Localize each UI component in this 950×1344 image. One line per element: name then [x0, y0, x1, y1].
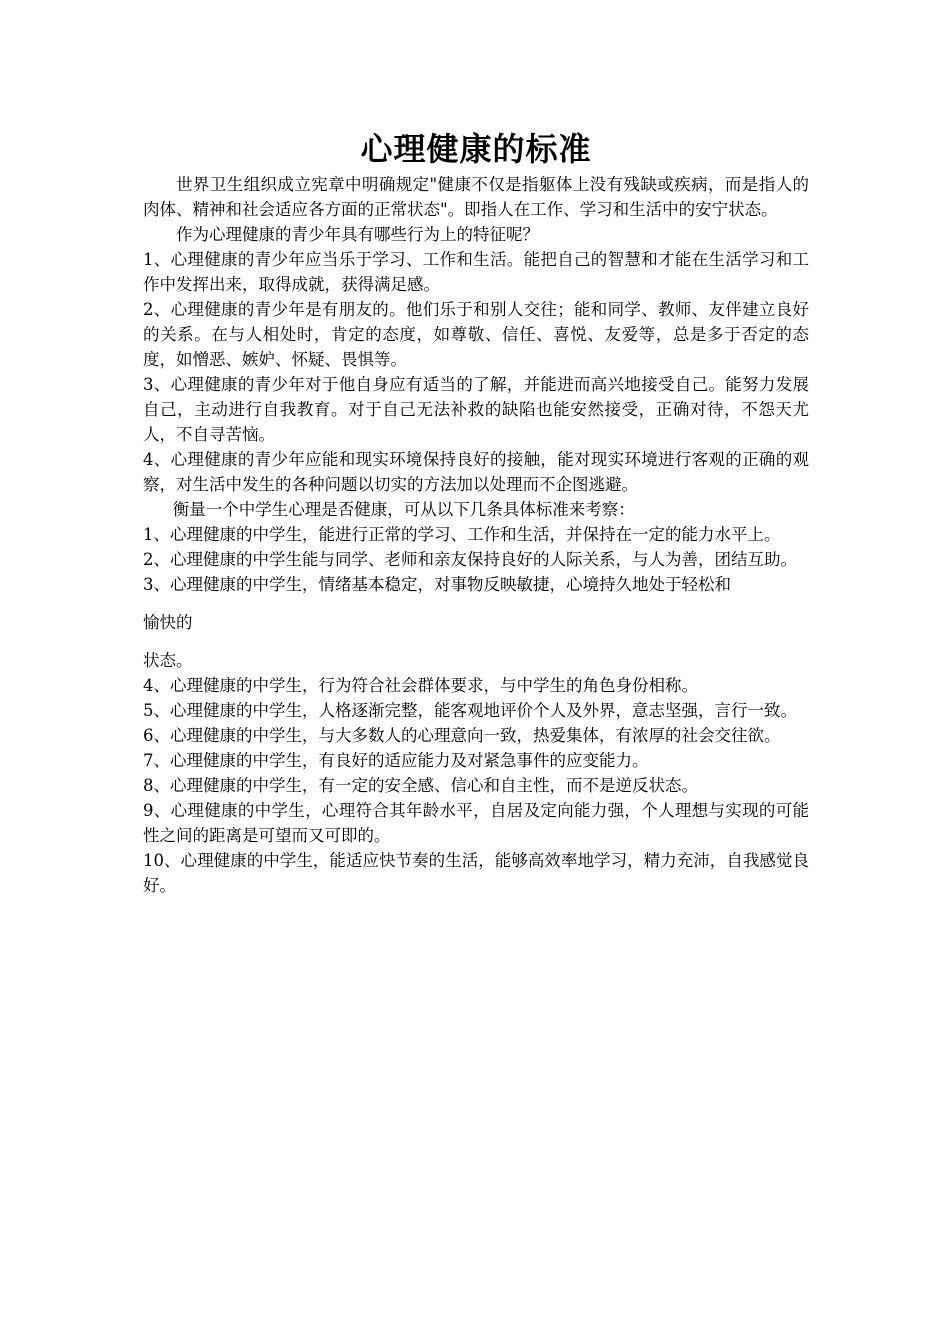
- criteria-item-2: 2、心理健康的中学生能与同学、老师和亲友保持良好的人际关系，与人为善，团结互助。: [143, 550, 797, 569]
- criteria-item-4: 4、心理健康的中学生，行为符合社会群体要求，与中学生的角色身份相称。: [143, 676, 698, 695]
- criteria-item-3-line-1: 3、心理健康的中学生，情绪基本稳定，对事物反映敏捷，心境持久地处于轻松和: [143, 575, 731, 594]
- criteria-item-10: 10、心理健康的中学生，能适应快节奏的生活，能够高效率地学习，精力充沛，自我感觉良好。: [143, 851, 809, 895]
- criteria-item-5: 5、心理健康的中学生，人格逐渐完整，能客观地评价个人及外界，意志坚强，言行一致。: [143, 701, 797, 720]
- youth-trait-4: 4、心理健康的青少年应能和现实环境保持良好的接触，能对现实环境进行客观的正确的观察，对生活中发生的各种问题以切实的方法加以处理而不企图逃避。: [143, 450, 809, 494]
- criteria-intro: 衡量一个中学生心理是否健康，可从以下几条具体标准来考察：: [172, 500, 635, 519]
- document-title: 心理健康的标准: [360, 130, 592, 168]
- criteria-item-8: 8、心理健康的中学生，有一定的安全感、信心和自主性，而不是逆反状态。: [143, 776, 698, 795]
- youth-trait-3: 3、心理健康的青少年对于他自身应有适当的了解，并能进而高兴地接受自己。能努力发展自己，主动进行自我教育。对于自己无法补救的缺陷也能安然接受，正确对待，不怨天尤人，不自寻苦恼。: [143, 375, 809, 444]
- criteria-item-7: 7、心理健康的中学生，有良好的适应能力及对紧急事件的应变能力。: [143, 751, 649, 770]
- intro-paragraph: 世界卫生组织成立宪章中明确规定"健康不仅是指躯体上没有残缺或疾病，而是指人的肉体、精神和社会适应各方面的正常状态"。即指人在工作、学习和生活中的安宁状态。: [143, 175, 809, 219]
- criteria-item-1: 1、心理健康的中学生，能进行正常的学习、工作和生活，并保持在一定的能力水平上。: [143, 525, 781, 544]
- youth-trait-2: 2、心理健康的青少年是有朋友的。他们乐于和别人交往；能和同学、教师、友伴建立良好的关系。在与人相处时，肯定的态度，如尊敬、信任、喜悦、友爱等，总是多于否定的态度，如憎恶、嫉妒、怀疑、畏惧等。: [143, 300, 809, 369]
- question-paragraph: 作为心理健康的青少年具有哪些行为上的特征呢？: [176, 225, 539, 244]
- criteria-item-3-line-2: 愉快的: [143, 613, 193, 632]
- youth-trait-1: 1、心理健康的青少年应当乐于学习、工作和生活。能把自己的智慧和才能在生活学习和工作中发挥出来，取得成就，获得满足感。: [143, 250, 809, 294]
- criteria-item-9: 9、心理健康的中学生，心理符合其年龄水平，自居及定向能力强，个人理想与实现的可能性之间的距离是可望而又可即的。: [143, 801, 809, 845]
- criteria-item-3-line-3: 状态。: [143, 651, 193, 670]
- criteria-item-6: 6、心理健康的中学生，与大多数人的心理意向一致，热爱集体，有浓厚的社会交往欲。: [143, 726, 781, 745]
- document-page: [143, 126, 809, 898]
